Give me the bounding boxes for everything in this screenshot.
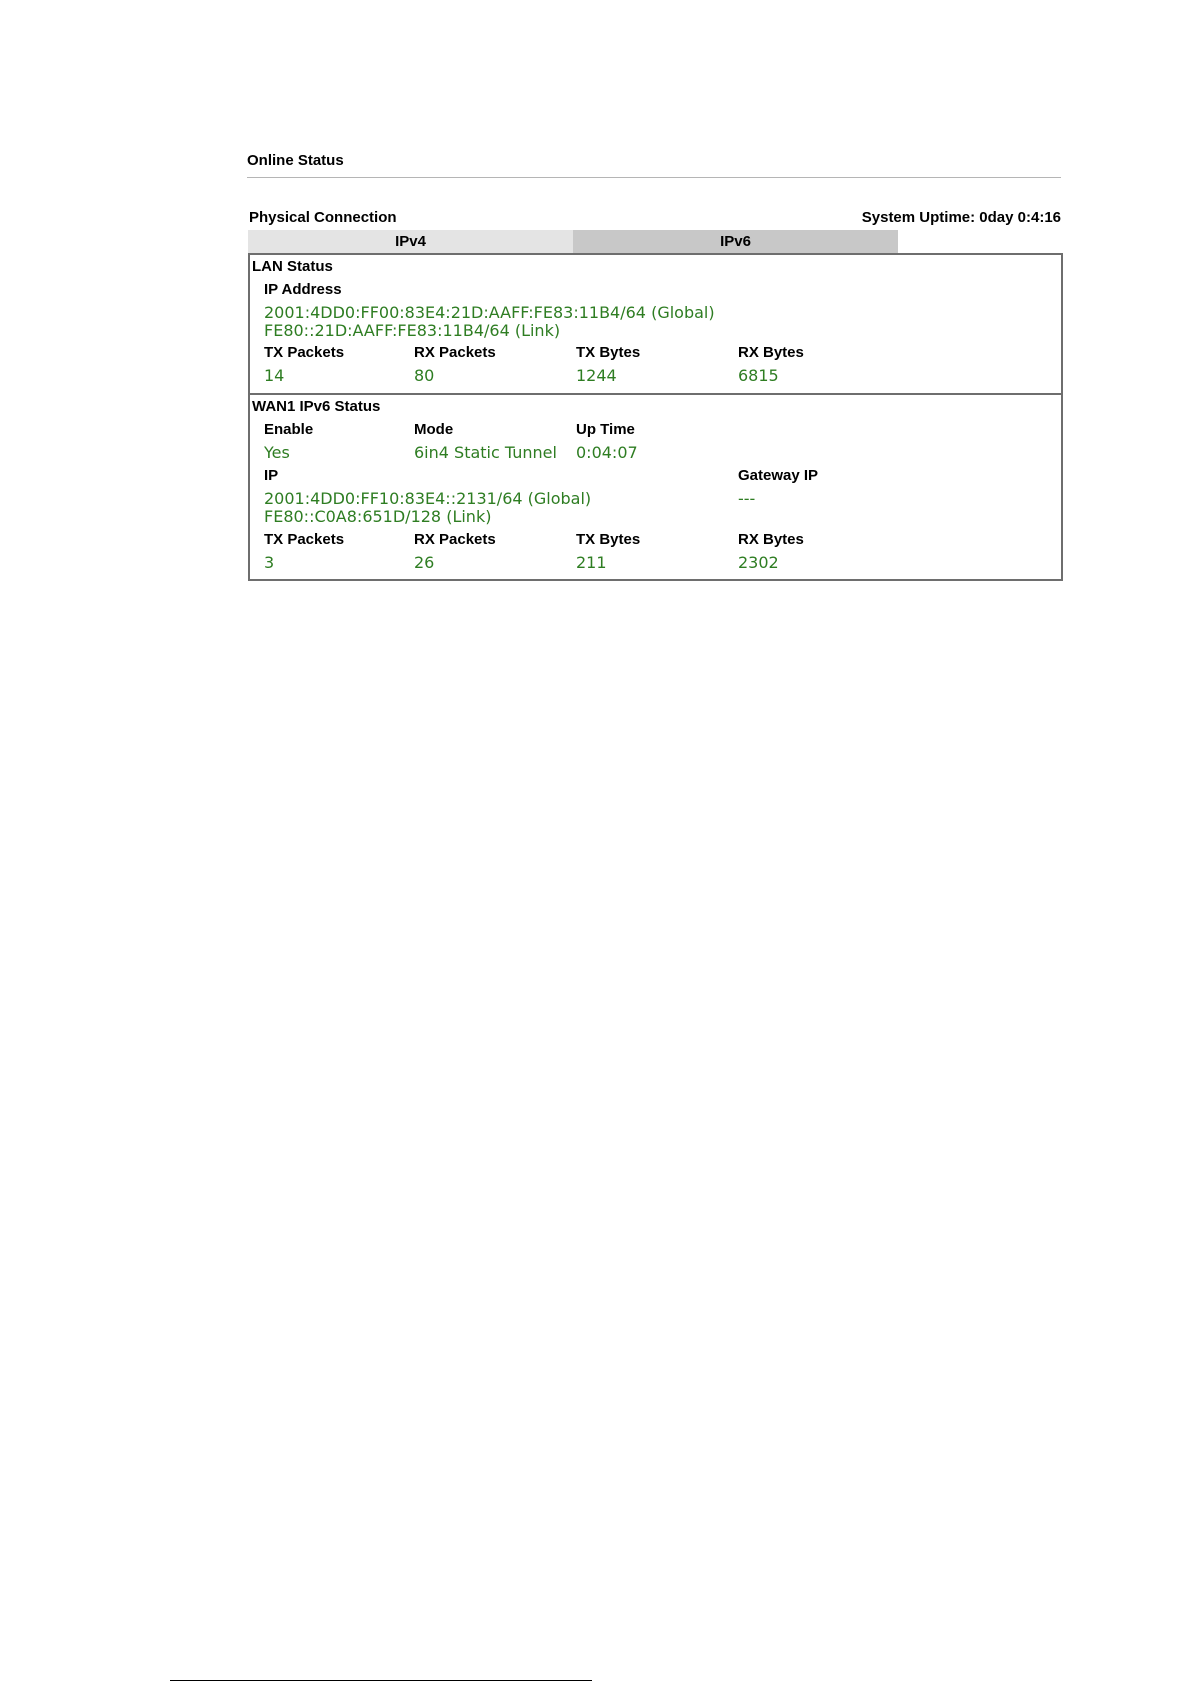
lan-ip-address-label: IP Address [264,281,342,298]
wan-uptime-label: Up Time [576,421,635,438]
lan-tx-bytes-value: 1244 [576,366,617,385]
lan-rx-bytes-label: RX Bytes [738,344,804,361]
lan-status-title: LAN Status [252,258,333,275]
wan-tx-packets-label: TX Packets [264,531,345,548]
footnote-divider [170,1680,592,1681]
physical-connection-label: Physical Connection [249,209,397,226]
wan-mode-label: Mode [414,421,454,438]
lan-rx-packets-value: 80 [414,366,435,385]
tab-bar [248,230,898,253]
lan-status-panel [248,253,1063,395]
tab-ipv4[interactable]: IPv4 [248,230,573,253]
wan-ip-link: FE80::C0A8:651D/128 (Link) [264,507,492,526]
wan-gateway-ip-label: Gateway IP [738,467,819,484]
wan-rx-bytes-value: 2302 [738,553,779,572]
lan-rx-packets-label: RX Packets [414,344,496,361]
wan-rx-packets-value: 26 [414,553,435,572]
wan-status-title: WAN1 IPv6 Status [252,398,381,415]
tab-ipv6[interactable]: IPv6 [573,230,898,253]
wan-uptime-value: 0:04:07 [576,443,638,462]
wan-mode-value: 6in4 Static Tunnel [414,443,557,462]
lan-ip-global: 2001:4DD0:FF00:83E4:21D:AAFF:FE83:11B4/64 (Global) [264,303,715,322]
wan-ip-label: IP [264,467,279,484]
wan-enable-value: Yes [264,443,290,462]
wan-tx-bytes-label: TX Bytes [576,531,641,548]
wan1-ipv6-status-panel [248,393,1063,581]
title-divider [247,177,1061,178]
header-row [248,208,1061,228]
lan-rx-bytes-value: 6815 [738,366,779,385]
wan-rx-bytes-label: RX Bytes [738,531,804,548]
lan-tx-packets-label: TX Packets [264,344,345,361]
wan-enable-label: Enable [264,421,314,438]
lan-tx-bytes-label: TX Bytes [576,344,641,361]
wan-gateway-ip-value: --- [738,489,756,508]
lan-ip-link: FE80::21D:AAFF:FE83:11B4/64 (Link) [264,321,561,340]
wan-rx-packets-label: RX Packets [414,531,496,548]
wan-tx-packets-value: 3 [264,553,275,572]
lan-tx-packets-value: 14 [264,366,285,385]
wan-tx-bytes-value: 211 [576,553,607,572]
wan-ip-global: 2001:4DD0:FF10:83E4::2131/64 (Global) [264,489,592,508]
system-uptime: System Uptime: 0day 0:4:16 [861,209,1061,226]
page-title: Online Status [247,152,344,169]
